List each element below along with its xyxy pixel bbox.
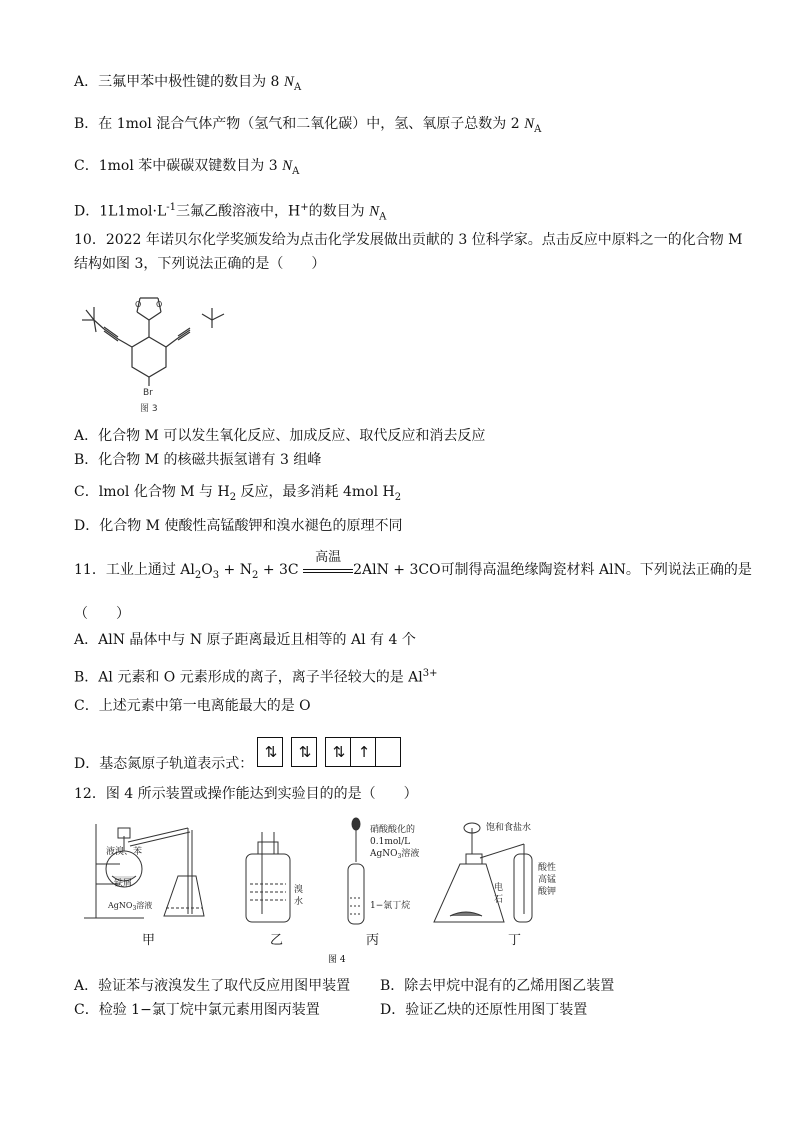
q10-stem-line2: 结构如图 3，下列说法正确的是（ ） bbox=[74, 256, 326, 272]
label-calcium-carbide-2: 石 bbox=[494, 895, 504, 905]
caption-jia: 甲 bbox=[142, 933, 156, 948]
label-saturated-brine: 饱和食盐水 bbox=[486, 823, 532, 833]
q12-stem: 12．图 4 所示装置或操作能达到实验目的的是（ ） bbox=[74, 786, 418, 802]
br-label: Br bbox=[143, 388, 153, 398]
orbital-box: ⇅ bbox=[326, 738, 351, 766]
orbital-1s bbox=[257, 737, 283, 767]
q11-option-a: A．AlN 晶体中与 N 原子距离最近且相等的 Al 有 4 个 bbox=[74, 632, 416, 648]
caption-ding: 丁 bbox=[508, 933, 522, 948]
svg-text:O: O bbox=[135, 300, 142, 309]
label-agno3-jia: AgNO$_3$溶液 bbox=[108, 901, 153, 912]
label-acidic-2: 高锰 bbox=[538, 875, 557, 885]
q10-option-c: C．lmol 化合物 M 与 $H_2$ 反应，最多消耗 4mol $H_2$ bbox=[74, 484, 402, 503]
orbital-box: ↑ bbox=[351, 738, 376, 766]
svg-text:O: O bbox=[156, 300, 163, 309]
q9-option-d: D．$1L1mol\cdot L^{-1}$三氟乙酸溶液中，H+的数目为 $N_A$ bbox=[74, 202, 387, 223]
compound-m-structure bbox=[74, 292, 244, 414]
orbital-box: ⇅ bbox=[298, 743, 310, 761]
figure-4-caption: 图 4 bbox=[328, 955, 346, 965]
reaction-condition: 高温 bbox=[315, 550, 342, 565]
label-acidic-3: 酸钾 bbox=[538, 887, 557, 897]
q11-paren: （ ） bbox=[74, 606, 130, 622]
nitrogen-orbital-diagram bbox=[257, 737, 401, 767]
q12-option-d: D．验证乙炔的还原性用图丁装置 bbox=[380, 1002, 588, 1018]
orbital-box bbox=[376, 738, 400, 766]
q9-option-b: B．在 1mol 混合气体产物（氢气和二氧化碳）中，氢、氧原子总数为 2 $N_A$ bbox=[74, 116, 542, 135]
q11-option-d: D．基态氮原子轨道表示式： bbox=[74, 756, 254, 772]
caption-yi: 乙 bbox=[270, 933, 284, 948]
q10-stem-line1: 10．2022 年诺贝尔化学奖颁发给为点击化学发展做出贡献的 3 位科学家。点击反应中原料之一的化合物 M bbox=[74, 232, 743, 248]
orbital-2s bbox=[291, 737, 317, 767]
label-nitric-acidified: 硝酸酸化的 bbox=[370, 825, 416, 835]
figure-3-caption: 图 3 bbox=[140, 404, 158, 414]
label-liquid-bromine-benzene: 液溴、苯 bbox=[106, 847, 143, 857]
q11-option-b: B．Al 元素和 O 元素形成的离子，离子半径较大的是 $Al^{3+}$ bbox=[74, 668, 438, 686]
q10-option-b: B．化合物 M 的核磁共振氢谱有 3 组峰 bbox=[74, 452, 322, 468]
orbital-2p bbox=[325, 737, 401, 767]
label-calcium-carbide-1: 电 bbox=[494, 883, 504, 893]
label-agno3-bing: AgNO$_3$溶液 bbox=[370, 849, 420, 860]
label-bromine-water-1: 溴 bbox=[294, 885, 304, 895]
q12-option-b: B．除去甲烷中混有的乙烯用图乙装置 bbox=[380, 978, 615, 994]
q10-option-a: A．化合物 M 可以发生氧化反应、加成反应、取代反应和消去反应 bbox=[74, 428, 486, 444]
figure-4-apparatus bbox=[74, 814, 574, 954]
label-concentration: 0.1mol/L bbox=[370, 837, 411, 847]
q9-option-c: C．1mol 苯中碳碳双键数目为 3 $N_A$ bbox=[74, 158, 300, 177]
q12-option-a: A．验证苯与液溴发生了取代反应用图甲装置 bbox=[74, 978, 351, 994]
caption-bing: 丙 bbox=[366, 933, 380, 948]
q11-stem: 11．工业上通过 $Al_2O_3 + N_2 + 3C$ 高温 2AlN + 3CO可制得高温绝缘陶瓷材料 AlN。下列说法正确的是 bbox=[74, 550, 752, 581]
label-bromine-water-2: 水 bbox=[294, 897, 304, 907]
label-iron-filings: 铁屑 bbox=[114, 879, 133, 889]
label-acidic-1: 酸性 bbox=[538, 863, 557, 873]
orbital-box: ⇅ bbox=[264, 743, 276, 761]
q10-option-d: D．化合物 M 使酸性高锰酸钾和溴水褪色的原理不同 bbox=[74, 518, 403, 534]
q9-option-a: A．三氟甲苯中极性键的数目为 8 $N_A$ bbox=[74, 74, 302, 93]
q12-option-c: C．检验 1−氯丁烷中氯元素用图丙装置 bbox=[74, 1002, 320, 1018]
label-chlorobutane: 1−氯丁烷 bbox=[370, 901, 411, 911]
q11-option-c: C．上述元素中第一电离能最大的是 O bbox=[74, 698, 311, 714]
